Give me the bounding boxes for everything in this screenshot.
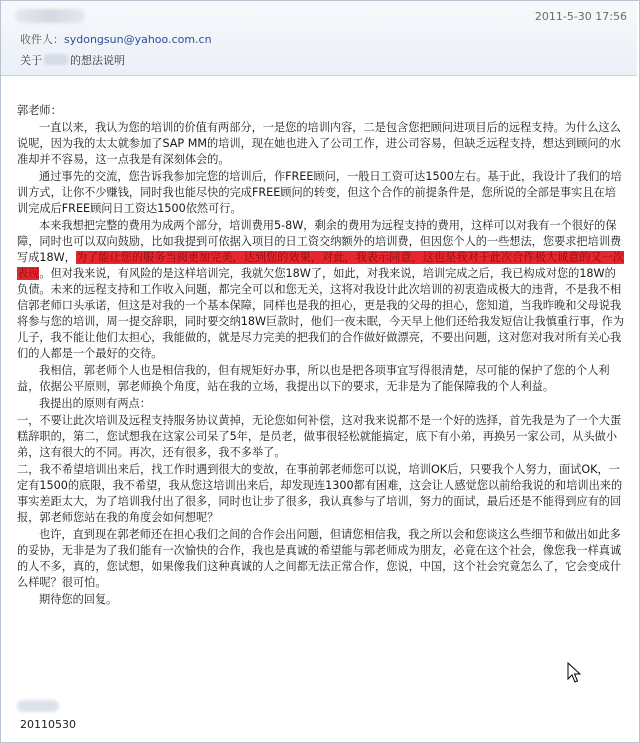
to-label: 收件人： [20, 33, 64, 46]
signature-date: 20110530 [20, 718, 76, 731]
subject-suffix: 的想法说明 [70, 54, 125, 67]
paragraph-5: 我提出的原则有两点： [39, 397, 151, 410]
email-date: 2011-5-30 17:56 [534, 10, 627, 23]
paragraph-3-part-b: 。但对我来说，有风险的是这样培训完，我就欠您18W了，如此，对我来说，培训完成之后，我已构成对您的18W的负债。未来的远程支持和工作收入问题，都完全可以和您无关，这将对我设计此次培训的初衷造成极大的违背，不是我不相信郭老师口头承诺，但这是对我的一个基本保障，同样也是我的担心，更是我的父母的担心，您知道，当我昨晚和父母说我将参与您的培训，周一提交辞职，同时要交纳18W巨款时，他们一夜未眠，今天早上他们还给我发短信让我慎重行事，作为儿子，我不能让他们太担心，我能做的，就是尽力完美的把我们的合作做好做漂亮，不要出问题，这对您对我对所有关心我们的人都是一个最好的交待。 [17, 267, 625, 360]
paragraph-4: 我相信，郭老师个人也是相信我的，但有规矩好办事，所以也是把各项事宜写得很清楚，尽可能的保护了您的个人利益，依据公平原则，郭老师换个角度，站在我的立场，我提出以下的要求，无非是为了能保障我的个人利益。 [17, 364, 610, 393]
subject-row [20, 52, 125, 68]
greeting: 郭老师： [17, 104, 62, 117]
paragraph-1: 一直以来，我认为您的培训的价值有两部分，一是您的培训内容，二是包含您把顾问进项目后的远程支持。为什么这么说呢，因为我的太太就参加了SAP MM的培训，现在她也进入了公司工作，进公司容易，但缺乏远程支持，想达到顾问的水准却并不容易，这一点我是有深刻体会的。 [17, 121, 621, 166]
highlighted-text: 为了能让您的服务当阀更加完美，达到您的效果，对此，我表示同意，这也是我对于此次合作极大诚意的又一次表现 [17, 251, 625, 280]
paragraph-3 [17, 218, 625, 362]
signature-name-redacted [17, 700, 59, 712]
email-header [1, 1, 637, 76]
email-body [17, 103, 625, 609]
sender-name-redacted [15, 9, 85, 23]
recipient-address[interactable]: sydongsun@yahoo.com.cn [64, 33, 212, 46]
paragraph-2: 通过事先的交流，您告诉我参加完您的培训后，作FREE顾问，一般日工资可达1500左右。基于此，我设计了我们的培训方式，让你不少赚钱，同时我也能尽快的完成FREE顾问的转变，但这个合作的前提条件是，您所说的全部是事实且在培训完成后FREE顾问日工资达1500依然可行。 [17, 170, 622, 215]
paragraph-8: 也许，直到现在郭老师还在担心我们之间的合作会出问题，但请您相信我，我之所以会和您谈这么些细节和做出如此多的妥协，无非是为了我们能有一次愉快的合作，我也是真诚的希望能与郭老师成为朋友，必竟在这个社会，像您我一样真诚的人不多，真的，您试想，如果像我们这种真诚的人之间都无法正常合作，您说，中国，这个社会究竟怎么了，它会变成什么样呢？很可怕。 [17, 528, 622, 589]
recipient-row [20, 31, 212, 47]
paragraph-7: 二，我不希望培训出来后，找工作时遇到很大的变故，在事前郭老师您可以说，培训OK后，只要我个人努力，面试OK，一定有1500的底限，我不希望，我从您这培训出来后，却发现连1300都有困难，这会让人感觉您以前给我说的和培训出来的事实差距太大，为了培训我付出了很多，同时也让步了很多，我认真参与了培训，努力的面试，最后还是不能得到应有的回报，郭老师您站在我的角度会如何想呢？ [17, 463, 623, 524]
paragraph-9: 期待您的回复。 [39, 593, 118, 606]
paragraph-3-part-a: 本来我想把完整的费用为成两个部分，培训费用5-8W，剩余的费用为远程支持的费用，这样可以对我有一个很好的保障，同时也可以双向鼓励，比如我提到可依据入项目的日工资交纳额外的培训费，但因您个人的一些想法，您要求把培训费写成18W， [17, 219, 622, 264]
paragraph-6: 一，不要让此次培训及远程支持服务协议黄掉，无论您如何补偿，这对我来说都不是一个好的选择，首先我是为了一个大蛋糕辞职的，第二，您试想我在这家公司呆了5年，是员老，做事很轻松就能搞定，底下有小弟，再换另一家公司，从头做小弟，这有很大的不同。再次，还有很多，我不多举了。 [17, 414, 622, 459]
mouse-cursor-icon [567, 662, 581, 684]
subject-prefix: 关于 [20, 54, 42, 67]
subject-redacted [44, 54, 68, 65]
